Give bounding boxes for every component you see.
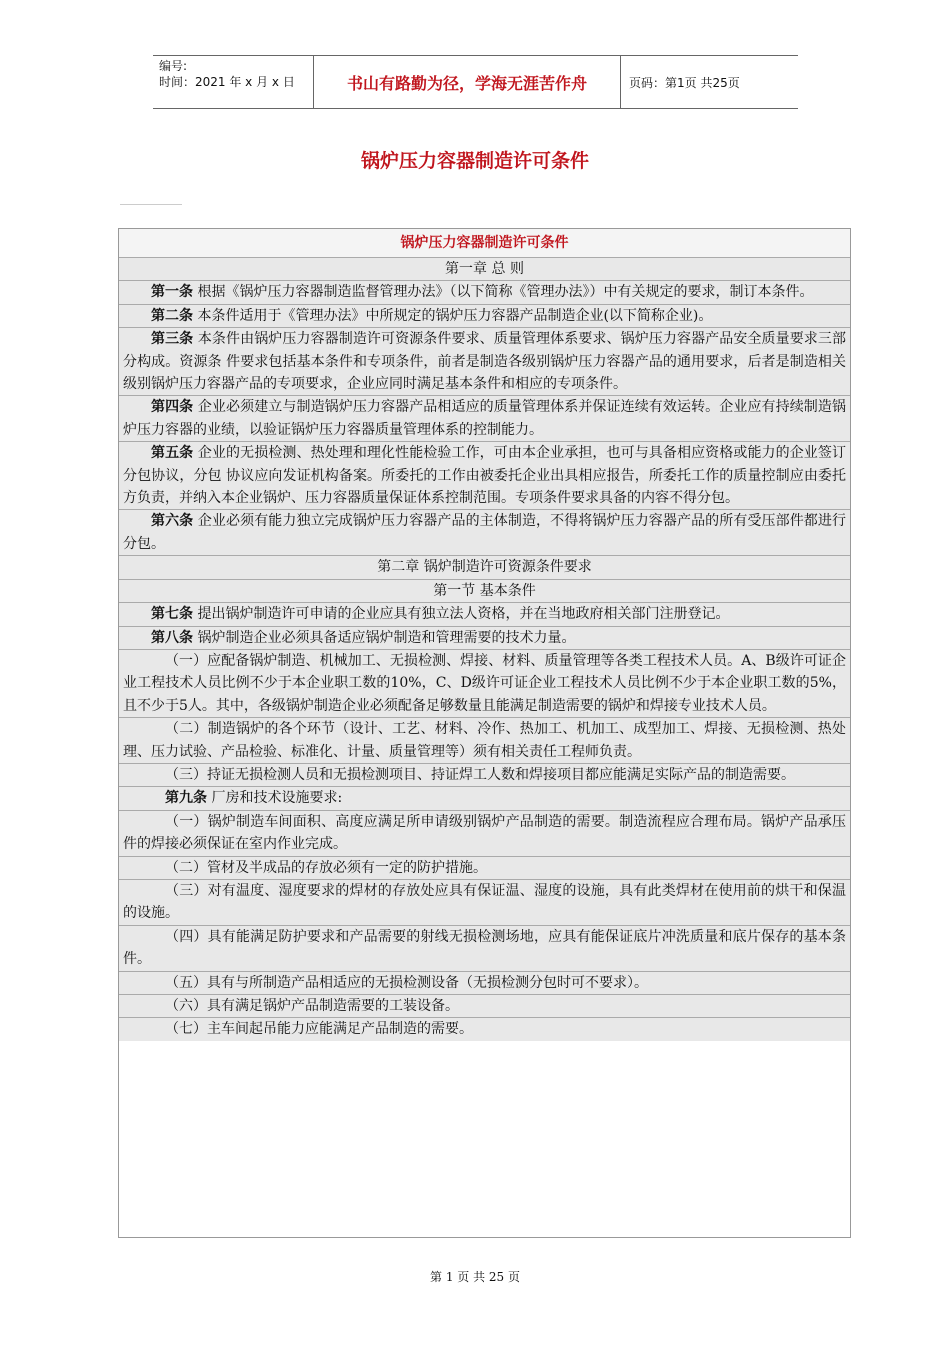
article-text: 本条件由锅炉压力容器制造许可资源条件要求、质量管理体系要求、锅炉压力容器产品安全质量要求三部分构成。资源条 件要求包括基本条件和专项条件，前者是制造各级别锅炉压力容器产品的通用要求，后者是制造相关级别锅炉压力容器产品的专项要求，企业应同时满足基本条件和相应的专项条件。	[123, 331, 846, 393]
clause-9-6: （六）具有满足锅炉产品制造需要的工装设备。	[119, 995, 850, 1018]
article-5	[119, 442, 850, 510]
article-label: 第九条	[165, 790, 207, 807]
page-header	[153, 55, 798, 109]
article-text: 企业必须建立与制造锅炉压力容器产品相适应的质量管理体系并保证连续有效运转。企业应有持续制造锅炉压力容器的业绩，以验证锅炉压力容器质量管理体系的控制能力。	[123, 399, 846, 438]
article-text: 企业的无损检测、热处理和理化性能检验工作，可由本企业承担，也可与具备相应资格或能力的企业签订分包协议，分包 协议应向发证机构备案。所委托的工作由被委托企业出具相应报告，所委托工作的质量控制应由委托方负责，并纳入本企业锅炉、压力容器质量保证体系控制范围。专项条件要求具备的内容不得分包。	[123, 445, 846, 507]
header-page-info: 页码：第1页 共25页	[629, 75, 740, 90]
article-label: 第一条	[151, 284, 193, 301]
clause-9-7: （七）主车间起吊能力应能满足产品制造的需要。	[119, 1018, 850, 1040]
article-text: 根据《锅炉压力容器制造监督管理办法》（以下简称《管理办法》）中有关规定的要求，制订本条件。	[193, 284, 814, 301]
article-9	[119, 787, 850, 810]
article-text: 本条件适用于《管理办法》中所规定的锅炉压力容器产品制造企业(以下简称企业)。	[193, 307, 713, 324]
article-3	[119, 328, 850, 396]
article-1	[119, 281, 850, 304]
clause-9-3: （三）对有温度、湿度要求的焊材的存放处应具有保证温、湿度的设施，具有此类焊材在使用前的烘干和保温的设施。	[119, 880, 850, 926]
header-motto: 书山有路勤为径，学海无涯苦作舟	[313, 56, 621, 108]
article-label: 第五条	[151, 445, 194, 462]
header-meta	[153, 56, 313, 108]
article-label: 第三条	[151, 331, 194, 348]
article-label: 第二条	[151, 307, 193, 324]
article-text: 厂房和技术设施要求:	[207, 790, 343, 807]
clause-9-4: （四）具有能满足防护要求和产品需要的射线无损检测场地，应具有能保证底片冲洗质量和底片保存的基本条件。	[119, 926, 850, 972]
time-label: 时间：2021 年 x 月 x 日	[159, 75, 295, 89]
chapter-heading: 第一章 总 则	[119, 258, 850, 281]
clause-9-1: （一）锅炉制造车间面积、高度应满足所申请级别锅炉产品制造的需要。制造流程应合理布局。锅炉产品承压件的焊接必须保证在室内作业完成。	[119, 811, 850, 857]
clause-9-2: （二）管材及半成品的存放必须有一定的防护措施。	[119, 857, 850, 880]
clause-8-3: （三）持证无损检测人员和无损检测项目、持证焊工人数和焊接项目都应能满足实际产品的制造需要。	[119, 764, 850, 787]
article-7	[119, 603, 850, 626]
number-label: 编号:	[159, 59, 188, 73]
article-label: 第六条	[151, 513, 194, 530]
article-8	[119, 627, 850, 650]
document-title: 锅炉压力容器制造许可条件	[360, 150, 589, 172]
article-label: 第七条	[151, 606, 193, 623]
divider	[120, 204, 182, 205]
clause-8-1: （一）应配备锅炉制造、机械加工、无损检测、焊接、材料、质量管理等各类工程技术人员。A、B级许可证企业工程技术人员比例不少于本企业职工数的10%，C、D级许可证企业工程技术人员比例不少于本企业职工数的5%，且不少于5人。其中，各级锅炉制造企业必须配备足够数量且能满足制造需要的锅炉和焊接专业技术人员。	[119, 650, 850, 718]
article-label: 第四条	[151, 399, 194, 416]
content-table	[118, 228, 851, 1238]
article-label: 第八条	[151, 629, 193, 646]
section-heading: 第一节 基本条件	[119, 580, 850, 603]
clause-9-5: （五）具有与所制造产品相适应的无损检测设备（无损检测分包时可不要求）。	[119, 972, 850, 995]
clause-8-2: （二）制造锅炉的各个环节（设计、工艺、材料、冷作、热加工、机加工、成型加工、焊接、无损检测、热处理、压力试验、产品检验、标准化、计量、质量管理等）须有相关责任工程师负责。	[119, 718, 850, 764]
page-footer: 第 1 页 共 25 页	[430, 1270, 520, 1284]
chapter-heading: 第二章 锅炉制造许可资源条件要求	[119, 556, 850, 579]
article-text: 企业必须有能力独立完成锅炉压力容器产品的主体制造，不得将锅炉压力容器产品的所有受压部件都进行分包。	[123, 513, 846, 552]
article-text: 锅炉制造企业必须具备适应锅炉制造和管理需要的技术力量。	[193, 629, 576, 646]
article-text: 提出锅炉制造许可申请的企业应具有独立法人资格，并在当地政府相关部门注册登记。	[193, 606, 730, 623]
article-2	[119, 305, 850, 328]
article-6	[119, 510, 850, 556]
article-4	[119, 396, 850, 442]
table-title: 锅炉压力容器制造许可条件	[119, 229, 850, 258]
